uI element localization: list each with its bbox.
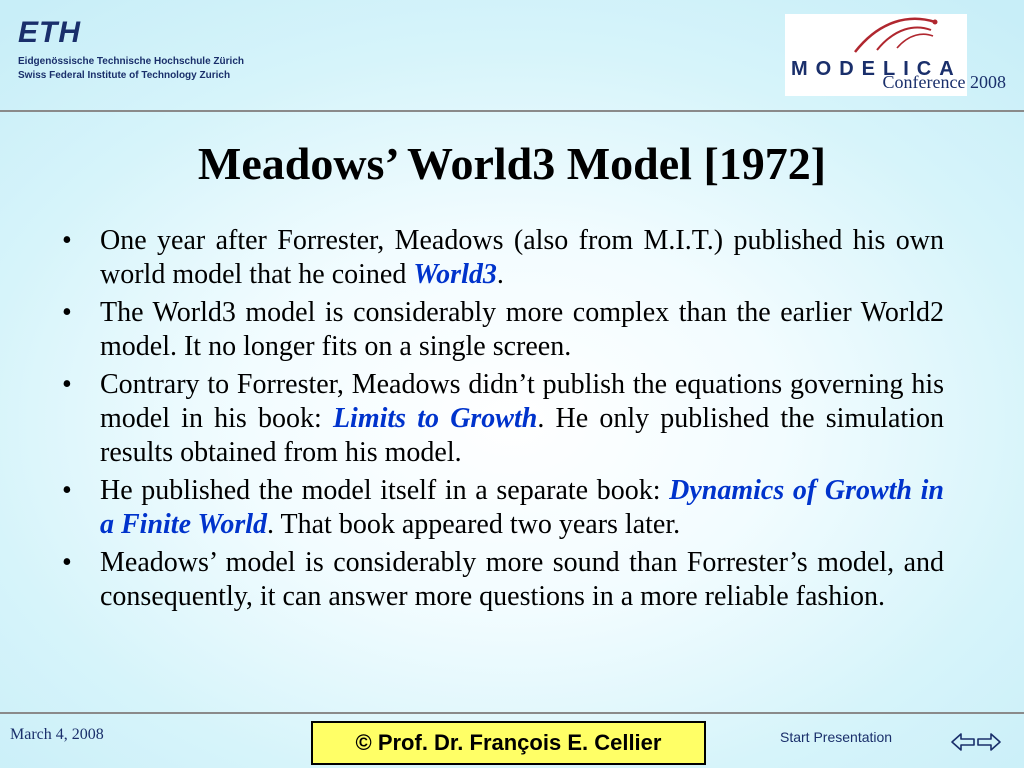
slide-navigation [950,730,1002,754]
emphasized-text: Dynamics of Growth in a Finite World [100,475,944,540]
bullet-text: The World3 model is considerably more complex than the earlier World2 model. It no longer fits on a single screen. [100,297,944,362]
start-presentation-link[interactable]: Start Presentation [780,729,893,745]
bullet-item [62,474,944,542]
slide-title: Meadows’ World3 Model [1972] [197,138,827,189]
eth-logo [18,18,258,88]
bullet-list [62,224,944,618]
bullet-text: . That book appeared two years later. [267,509,681,540]
bullet-text: One year after Forrester, Meadows (also from M.I.T.) published his own world model that he coined [100,225,944,290]
bullet-item [62,546,944,614]
header-divider [0,110,1024,112]
modelica-swoosh-icon [785,14,967,64]
bullet-text: He published the model itself in a separate book: [100,475,670,506]
slide-header [0,0,1024,110]
emphasized-text: Limits to Growth [332,403,538,434]
bullet-item [62,368,944,470]
bullet-marker: • [62,547,72,578]
eth-logo-line-english: Swiss Federal Institute of Technology Zurich [18,70,231,81]
bullet-marker: • [62,369,72,400]
eth-logo-line-german: Eidgenössische Technische Hochschule Zürich [18,56,244,67]
forward-arrow-icon[interactable] [976,730,1002,754]
bullet-text: Meadows’ model is considerably more sound than Forrester’s model, and consequently, it can answer more questions in a more reliable fashion. [100,547,944,612]
bullet-marker: • [62,225,72,256]
bullet-item [62,224,944,292]
bullet-text: . He only published the simulation results obtained from his model. [100,403,944,468]
modelica-logo-wordmark: MODELICA [791,58,962,80]
copyright-banner: © Prof. Dr. François E. Cellier [311,721,706,765]
conference-label: Conference 2008 [882,72,1006,92]
emphasized-text: World3 [413,259,497,290]
footer-date: March 4, 2008 [10,726,104,743]
bullet-item [62,296,944,364]
bullet-marker: • [62,475,72,506]
bullet-marker: • [62,297,72,328]
footer-divider [0,712,1024,714]
eth-logo-mark: ETH [18,16,81,49]
bullet-text: . [496,259,504,290]
back-arrow-icon[interactable] [950,730,976,754]
bullet-text: Contrary to Forrester, Meadows didn’t publish the equations governing his model in his book: [100,369,944,434]
